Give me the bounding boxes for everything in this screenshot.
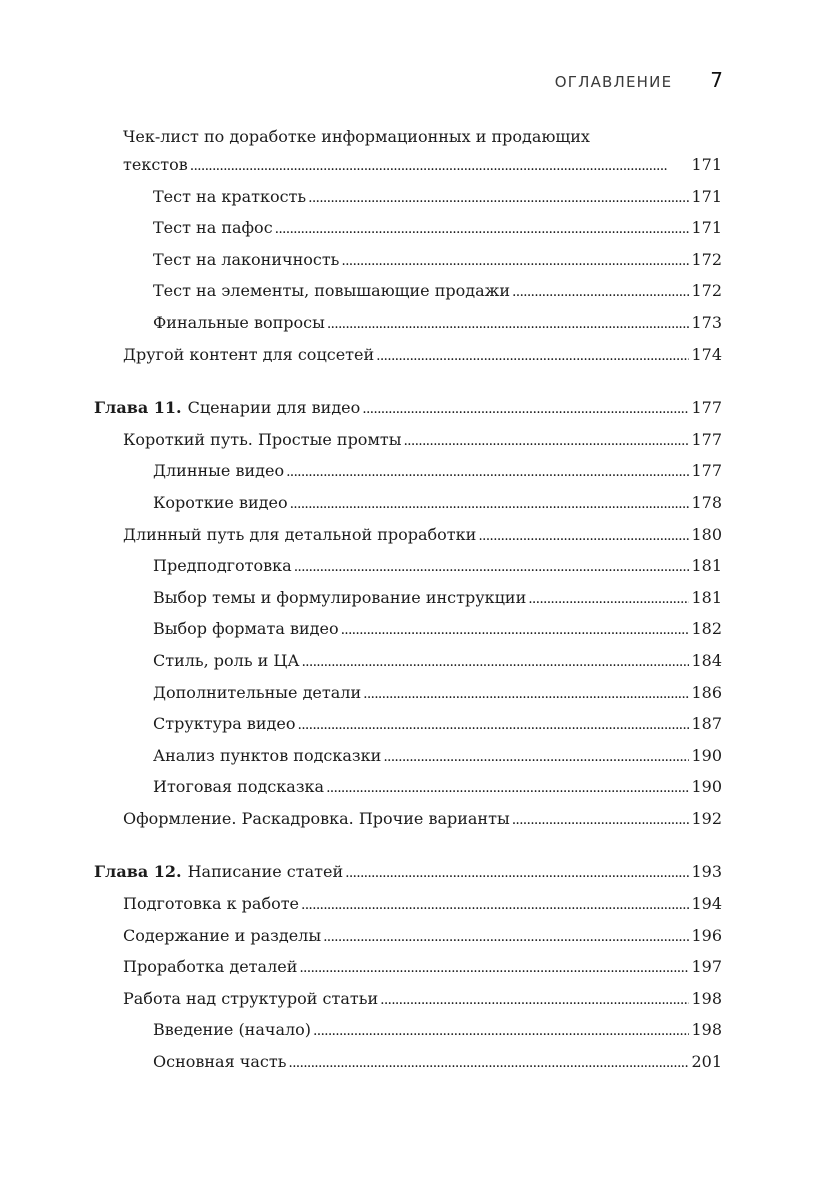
toc-entry-page: 180 [691,524,722,544]
toc-entry [94,889,722,921]
toc-entry-line [153,646,722,678]
toc-entry [94,678,722,710]
toc-entry-page: 182 [691,619,722,639]
toc-entry-page: 198 [691,988,722,1008]
toc-entry-title: Оформление. Раскадровка. Прочие варианты [123,808,510,828]
dot-leader [301,646,689,678]
toc-entry-line [153,1047,722,1079]
toc-entry-page: 173 [691,312,722,332]
toc-entry-page: 184 [691,650,722,670]
toc-entry-title: Предподготовка [153,556,292,576]
toc-entry-line [153,488,722,520]
toc-entry-line [123,520,722,552]
toc-entry-title-line: Чек-лист по доработке информационных и продающих [123,127,590,146]
toc-entry-line [153,1015,722,1047]
toc-entry-page: 172 [691,249,722,269]
toc-entry [94,308,722,340]
toc-entry-line [123,425,722,457]
toc-entry-title: Тест на лаконичность [153,249,340,269]
toc-entry-page: 197 [691,957,722,977]
toc-entry-page: 171 [691,218,722,238]
dot-leader [327,308,690,340]
toc-entry-title: Анализ пунктов подсказки [153,745,382,765]
toc-entry-title: Выбор формата видео [153,619,339,639]
toc-entry-page: 198 [691,1020,722,1040]
toc-entry-title: текстов [123,155,188,174]
toc-entry [94,1015,722,1047]
running-title: ОГЛАВЛЕНИЕ [554,73,673,91]
toc-entry-title: Длинный путь для детальной проработки [123,524,477,544]
dot-leader [326,772,689,804]
toc-entry-line [123,921,722,953]
toc-entry-page: 181 [691,587,722,607]
toc-entry [94,741,722,773]
toc-entry-page: 193 [691,862,722,882]
toc-entry-line [153,678,722,710]
toc-entry-title: Стиль, роль и ЦА [153,650,300,670]
table-of-contents [94,124,722,1079]
toc-entry-title: Основная часть [153,1052,287,1072]
toc-entry-page: 172 [691,281,722,301]
toc-entry [94,182,722,214]
toc-entry [94,1047,722,1079]
toc-entry [94,276,722,308]
toc-entry [94,425,722,457]
toc-entry-line [153,276,722,308]
toc-entry [94,124,722,182]
dot-leader [308,182,689,214]
toc-entry-page: 178 [691,492,722,512]
toc-entry-page: 177 [691,398,722,418]
dot-leader [478,520,689,552]
toc-entry-line [153,741,722,773]
toc-entry-page: 196 [691,925,722,945]
dot-leader [275,213,690,245]
page-number: 7 [710,68,723,92]
dot-leader [299,952,689,984]
dot-leader [512,276,689,308]
dot-leader [313,1015,689,1047]
toc-entry [94,245,722,277]
toc-entry [94,456,722,488]
toc-entry [94,772,722,804]
toc-entry-title: Введение (начало) [153,1020,312,1040]
dot-leader [362,393,689,425]
toc-entry-line [153,551,722,583]
toc-entry-line [153,772,722,804]
toc-entry-title: Короткий путь. Простые промты [123,429,402,449]
toc-entry-line [153,245,722,277]
toc-entry-title: Содержание и разделы [123,925,322,945]
toc-entry-title: Другой контент для соцсетей [123,344,375,364]
toc-entry-title: Дополнительные детали [153,682,362,702]
toc-entry [94,551,722,583]
dot-leader [345,857,689,889]
dot-leader [363,678,689,710]
chapter-label: Глава 11. [94,398,182,418]
dot-leader [190,150,690,182]
toc-entry-page: 171 [691,186,722,206]
toc-entry-page: 177 [691,461,722,481]
toc-entry-title [94,393,360,423]
toc-entry-line [153,583,722,615]
toc-entry-page: 177 [691,429,722,449]
toc-entry-title: Итоговая подсказка [153,777,325,797]
toc-entry-line [153,182,722,214]
toc-entry-title: Работа над структурой статьи [123,988,379,1008]
dot-leader [383,741,689,773]
toc-entry-line [123,804,722,836]
toc-entry-line [153,308,722,340]
dot-leader [290,488,690,520]
toc-entry [94,804,722,836]
toc-entry-title: Тест на пафос [153,218,273,238]
dot-leader [341,614,690,646]
toc-entry [94,213,722,245]
dot-leader [301,889,689,921]
toc-entry-title: Финальные вопросы [153,312,325,332]
dot-leader [294,551,690,583]
toc-entry [94,984,722,1016]
toc-entry-title: Выбор темы и формулирование инструкции [153,587,527,607]
dot-leader [512,804,690,836]
toc-entry-line [123,984,722,1016]
toc-entry-title: Короткие видео [153,492,288,512]
toc-entry-page: 187 [691,714,722,734]
dot-leader [376,340,689,372]
toc-entry-title: Тест на краткость [153,186,307,206]
dot-leader [341,245,689,277]
toc-entry-title: Проработка деталей [123,957,298,977]
toc-entry [94,952,722,984]
dot-leader [288,1047,689,1079]
toc-entry-title: Структура видео [153,714,296,734]
chapter-label: Глава 12. [94,862,182,882]
toc-entry-line [153,614,722,646]
toc-entry-page: 194 [691,894,722,914]
toc-chapter-entry [94,393,722,425]
toc-entry-line [153,213,722,245]
toc-entry [94,921,722,953]
toc-entry-line [94,393,722,425]
toc-entry-page: 192 [691,808,722,828]
toc-entry [94,614,722,646]
toc-entry-line [153,709,722,741]
toc-entry-page: 181 [691,556,722,576]
toc-entry-line [123,150,722,182]
toc-entry-line [123,340,722,372]
toc-entry-page: 186 [691,682,722,702]
dot-leader [380,984,689,1016]
dot-leader [286,456,689,488]
toc-entry-title [94,857,343,887]
toc-entry-title: Длинные видео [153,461,285,481]
toc-entry [94,340,722,372]
toc-entry-line [123,952,722,984]
toc-entry-title: Подготовка к работе [123,894,300,914]
toc-entry-page: 190 [691,777,722,797]
toc-entry-line [153,456,722,488]
chapter-title: Написание статей [187,862,344,882]
toc-entry-page: 190 [691,745,722,765]
dot-leader [298,709,690,741]
toc-chapter-entry [94,857,722,889]
toc-entry [94,520,722,552]
chapter-title: Сценарии для видео [187,398,361,418]
toc-entry-page: 201 [691,1052,722,1072]
toc-entry [94,583,722,615]
dot-leader [323,921,689,953]
dot-leader [528,583,689,615]
toc-entry-line [94,857,722,889]
running-head [555,68,723,92]
toc-entry-title: Тест на элементы, повышающие продажи [153,281,511,301]
toc-entry [94,488,722,520]
toc-entry-page: 174 [691,344,722,364]
toc-entry-line [123,889,722,921]
dot-leader [403,425,689,457]
toc-entry [94,709,722,741]
toc-entry [94,646,722,678]
toc-entry-page: 171 [691,155,722,174]
